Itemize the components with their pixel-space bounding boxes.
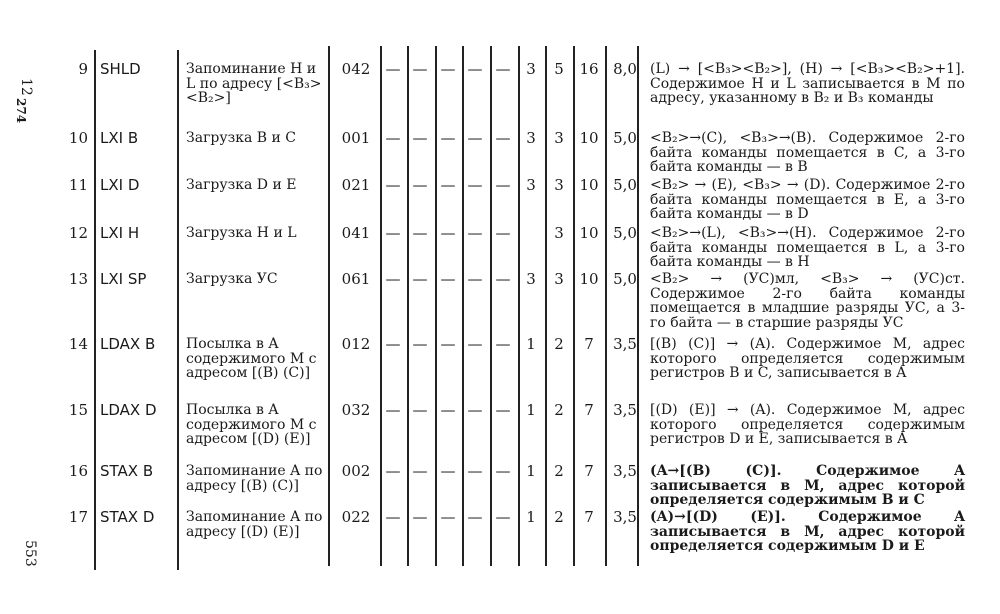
margin-number-top: 12 bbox=[18, 78, 34, 96]
flag-cell: — bbox=[495, 60, 511, 78]
operation-description: Запоминание A по адресу [(D) (E)] bbox=[186, 509, 323, 540]
flag-cell: — bbox=[440, 401, 456, 419]
mnemonic: SHLD bbox=[100, 60, 141, 78]
flag-cell: — bbox=[467, 508, 483, 526]
action-description: <B₂>→(L), <B₃>→(H). Содержимое 2-го байта команды помещается в L, а 3-го байта команды — в H bbox=[650, 225, 965, 270]
cycle-count: 2 bbox=[554, 462, 564, 480]
flag-cell: — bbox=[467, 335, 483, 353]
opcode: 012 bbox=[341, 335, 371, 353]
byte-count: 3 bbox=[526, 129, 536, 147]
row-number: 13 bbox=[68, 270, 88, 288]
byte-count: 1 bbox=[526, 462, 536, 480]
state-count: 7 bbox=[584, 462, 594, 480]
flag-cell: — bbox=[385, 224, 401, 242]
flag-cell: — bbox=[412, 224, 428, 242]
column-rule bbox=[545, 46, 547, 566]
flag-cell: — bbox=[495, 401, 511, 419]
mnemonic: LDAX D bbox=[100, 401, 157, 419]
flag-cell: — bbox=[467, 224, 483, 242]
flag-cell: — bbox=[412, 401, 428, 419]
column-rule bbox=[435, 46, 437, 566]
flag-cell: — bbox=[385, 335, 401, 353]
flag-cell: — bbox=[467, 129, 483, 147]
cycle-count: 3 bbox=[554, 129, 564, 147]
flag-cell: — bbox=[495, 270, 511, 288]
action-description: [(D) (E)] → (A). Содержимое M, адрес которого определяется содержимым регистров D и E, записывается в A bbox=[650, 402, 965, 447]
cycle-count: 3 bbox=[554, 176, 564, 194]
row-number: 17 bbox=[68, 508, 88, 526]
flag-cell: — bbox=[385, 129, 401, 147]
flag-cell: — bbox=[495, 224, 511, 242]
cycle-count: 5 bbox=[554, 60, 564, 78]
state-count: 10 bbox=[579, 270, 599, 288]
margin-number-bottom: 553 bbox=[22, 540, 38, 567]
cycle-count: 3 bbox=[554, 224, 564, 242]
action-description: <B₂>→(C), <B₃>→(B). Содержимое 2-го байта команды помещается в C, а 3-го байта команды — в B bbox=[650, 130, 965, 175]
operation-description: Запоминание H и L по адресу [<B₃><B₂>] bbox=[186, 61, 322, 106]
flag-cell: — bbox=[412, 335, 428, 353]
cycle-count: 2 bbox=[554, 508, 564, 526]
byte-count: 3 bbox=[526, 176, 536, 194]
flag-cell: — bbox=[412, 60, 428, 78]
opcode: 022 bbox=[341, 508, 371, 526]
operation-description: Запоминание A по адресу [(B) (C)] bbox=[186, 463, 323, 494]
flag-cell: — bbox=[412, 176, 428, 194]
opcode: 041 bbox=[341, 224, 371, 242]
flag-cell: — bbox=[495, 462, 511, 480]
row-number: 11 bbox=[68, 176, 88, 194]
column-rule bbox=[573, 46, 575, 566]
flag-cell: — bbox=[440, 508, 456, 526]
row-number: 16 bbox=[68, 462, 88, 480]
exec-time: 5,0 bbox=[613, 270, 637, 288]
byte-count: 3 bbox=[526, 270, 536, 288]
exec-time: 3,5 bbox=[613, 462, 637, 480]
operation-description: Посылка в A содержимого M с адресом [(D) (E)] bbox=[186, 402, 317, 447]
exec-time: 5,0 bbox=[613, 176, 637, 194]
state-count: 7 bbox=[584, 401, 594, 419]
flag-cell: — bbox=[467, 401, 483, 419]
flag-cell: — bbox=[440, 224, 456, 242]
flag-cell: — bbox=[495, 129, 511, 147]
opcode: 061 bbox=[341, 270, 371, 288]
flag-cell: — bbox=[385, 508, 401, 526]
flag-cell: — bbox=[412, 508, 428, 526]
action-description: <B₂> → (УС)мл, <B₃> → (УС)ст. Содержимое 2-го байта команды помещается в младшие разряды УС, а 3-го байта — в старшие разряды УС bbox=[650, 271, 965, 331]
state-count: 7 bbox=[584, 508, 594, 526]
exec-time: 3,5 bbox=[613, 401, 637, 419]
mnemonic: STAX B bbox=[100, 462, 154, 480]
margin-page-code: 274 bbox=[14, 98, 28, 124]
mnemonic: LDAX B bbox=[100, 335, 156, 353]
flag-cell: — bbox=[385, 60, 401, 78]
opcode: 002 bbox=[341, 462, 371, 480]
column-rule bbox=[637, 46, 639, 566]
operation-description: Посылка в A содержимого M с адресом [(B) (C)] bbox=[186, 336, 317, 381]
action-description: [(B) (C)] → (A). Содержимое M, адрес которого определяется содержимым регистров B и C, записывается в A bbox=[650, 336, 965, 381]
column-rule bbox=[407, 46, 409, 566]
state-count: 7 bbox=[584, 335, 594, 353]
row-number: 15 bbox=[68, 401, 88, 419]
flag-cell: — bbox=[467, 270, 483, 288]
flag-cell: — bbox=[385, 401, 401, 419]
row-number: 12 bbox=[68, 224, 88, 242]
byte-count: 3 bbox=[526, 60, 536, 78]
flag-cell: — bbox=[440, 176, 456, 194]
flag-cell: — bbox=[440, 462, 456, 480]
flag-cell: — bbox=[467, 60, 483, 78]
flag-cell: — bbox=[385, 270, 401, 288]
flag-cell: — bbox=[385, 462, 401, 480]
flag-cell: — bbox=[467, 462, 483, 480]
mnemonic: LXI SP bbox=[100, 270, 147, 288]
flag-cell: — bbox=[412, 462, 428, 480]
row-number: 9 bbox=[78, 60, 88, 78]
exec-time: 3,5 bbox=[613, 335, 637, 353]
column-rule bbox=[518, 46, 520, 566]
mnemonic: LXI D bbox=[100, 176, 140, 194]
opcode: 032 bbox=[341, 401, 371, 419]
flag-cell: — bbox=[440, 270, 456, 288]
column-rule bbox=[177, 50, 179, 570]
exec-time: 8,0 bbox=[613, 60, 637, 78]
exec-time: 3,5 bbox=[613, 508, 637, 526]
mnemonic: LXI B bbox=[100, 129, 139, 147]
state-count: 16 bbox=[579, 60, 599, 78]
state-count: 10 bbox=[579, 176, 599, 194]
operation-description: Загрузка УС bbox=[186, 271, 278, 287]
flag-cell: — bbox=[440, 129, 456, 147]
flag-cell: — bbox=[412, 270, 428, 288]
mnemonic: LXI H bbox=[100, 224, 140, 242]
action-description: (A)→[(D) (E)]. Содержимое A записывается в M, адрес которой определяется содержимым D и E bbox=[650, 509, 965, 554]
flag-cell: — bbox=[385, 176, 401, 194]
action-description: <B₂> → (E), <B₃> → (D). Содержимое 2-го байта команды помещается в E, а 3-го байта команды — в D bbox=[650, 177, 965, 222]
cycle-count: 3 bbox=[554, 270, 564, 288]
exec-time: 5,0 bbox=[613, 224, 637, 242]
column-rule bbox=[380, 46, 382, 566]
flag-cell: — bbox=[495, 508, 511, 526]
state-count: 10 bbox=[579, 129, 599, 147]
action-description: (A→[(B) (C)]. Содержимое A записывается в M, адрес которой определяется содержимым B и C bbox=[650, 463, 965, 508]
column-rule bbox=[490, 46, 492, 566]
row-number: 14 bbox=[68, 335, 88, 353]
opcode: 021 bbox=[341, 176, 371, 194]
column-rule bbox=[328, 46, 330, 566]
column-rule bbox=[605, 46, 607, 566]
flag-cell: — bbox=[495, 176, 511, 194]
flag-cell: — bbox=[467, 176, 483, 194]
mnemonic: STAX D bbox=[100, 508, 155, 526]
operation-description: Загрузка H и L bbox=[186, 225, 297, 241]
flag-cell: — bbox=[440, 60, 456, 78]
operation-description: Загрузка D и E bbox=[186, 177, 297, 193]
operation-description: Загрузка B и C bbox=[186, 130, 297, 146]
opcode: 042 bbox=[341, 60, 371, 78]
column-rule bbox=[94, 50, 96, 570]
flag-cell: — bbox=[412, 129, 428, 147]
byte-count: 1 bbox=[526, 401, 536, 419]
opcode: 001 bbox=[341, 129, 371, 147]
action-description: (L) → [<B₃><B₂>], (H) → [<B₃><B₂>+1]. Содержимое H и L записывается в M по адресу, указанному в B₂ и B₃ команды bbox=[650, 61, 965, 106]
column-rule bbox=[462, 46, 464, 566]
row-number: 10 bbox=[68, 129, 88, 147]
byte-count: 1 bbox=[526, 508, 536, 526]
state-count: 10 bbox=[579, 224, 599, 242]
flag-cell: — bbox=[440, 335, 456, 353]
byte-count: 1 bbox=[526, 335, 536, 353]
flag-cell: — bbox=[495, 335, 511, 353]
cycle-count: 2 bbox=[554, 401, 564, 419]
cycle-count: 2 bbox=[554, 335, 564, 353]
exec-time: 5,0 bbox=[613, 129, 637, 147]
